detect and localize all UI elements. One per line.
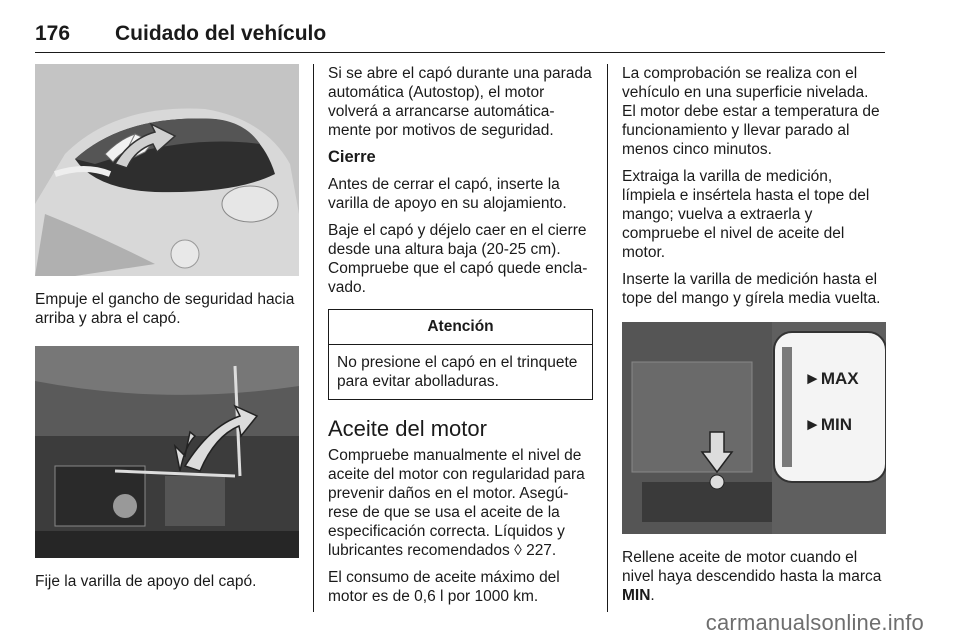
attention-title: Atención (329, 310, 592, 345)
autostop-paragraph: Si se abre el capó durante una parada automática (Autostop), el motor volverá a arrancarse automática-mente por motivos de seguridad. (328, 65, 592, 139)
column-1 (35, 64, 299, 599)
insert-dipstick-paragraph: Inserte la varilla de medición hasta el tope del mango y gírela media vuelta. (622, 271, 881, 307)
support-rod-illustration (35, 346, 299, 558)
column-3 (622, 64, 886, 613)
oil-consumption-paragraph: El consumo de aceite máximo del motor es de 0,6 l por 1000 km. (328, 569, 560, 605)
max-mark-label: ►MAX (804, 369, 859, 388)
min-mark-text: MIN (622, 587, 651, 604)
check-conditions-paragraph: La comprobación se realiza con el vehículo en una superficie nivelada. El motor debe estar a temperatura de funcionamiento y llevar parado al menos cinco minutos. (622, 65, 880, 158)
column-2 (328, 64, 593, 614)
page-number: 176 (35, 22, 71, 45)
chapter-title: Cuidado del vehículo (115, 22, 327, 45)
refill-text: Rellene aceite de motor cuando el nivel haya descendido hasta la marca (622, 549, 882, 585)
attention-box (328, 309, 593, 400)
closing-paragraph-1: Antes de cerrar el capó, inserte la varilla de apoyo en su alojamiento. (328, 176, 567, 212)
oil-check-paragraph: Compruebe manualmente el nivel de aceite del motor con regularidad para prevenir daños en el motor. Asegú-rese de que se usa el aceite de la especificación correcta. Líquidos y lubricantes recomendados ◊ 227. (328, 447, 585, 559)
caption-support-rod: Fije la varilla de apoyo del capó. (35, 573, 257, 590)
hood-open-illustration (35, 64, 299, 276)
caption-safety-hook: Empuje el gancho de seguridad hacia arriba y abra el capó. (35, 291, 295, 327)
attention-body: No presione el capó en el trinquete para evitar abolladuras. (337, 354, 578, 390)
watermark: carmanualsonline.info (705, 610, 924, 635)
page-header (35, 22, 885, 53)
subheading-cierre: Cierre (328, 148, 376, 166)
dipstick-paragraph: Extraiga la varilla de medición, límpiela e insértela hasta el tope del mango; vuelva a extraerla y compruebe el nivel de aceite del motor. (622, 168, 870, 261)
column-divider-1 (313, 64, 314, 612)
closing-paragraph-2: Baje el capó y déjelo caer en el cierre desde una altura baja (20-25 cm). Compruebe que el capó quede encla-vado. (328, 222, 588, 296)
refill-end: . (650, 587, 655, 604)
dipstick-illustration (622, 322, 886, 534)
refill-paragraph (622, 548, 886, 605)
section-title-engine-oil: Aceite del motor (328, 416, 487, 441)
min-mark-label: ►MIN (804, 415, 852, 434)
column-divider-2 (607, 64, 608, 612)
